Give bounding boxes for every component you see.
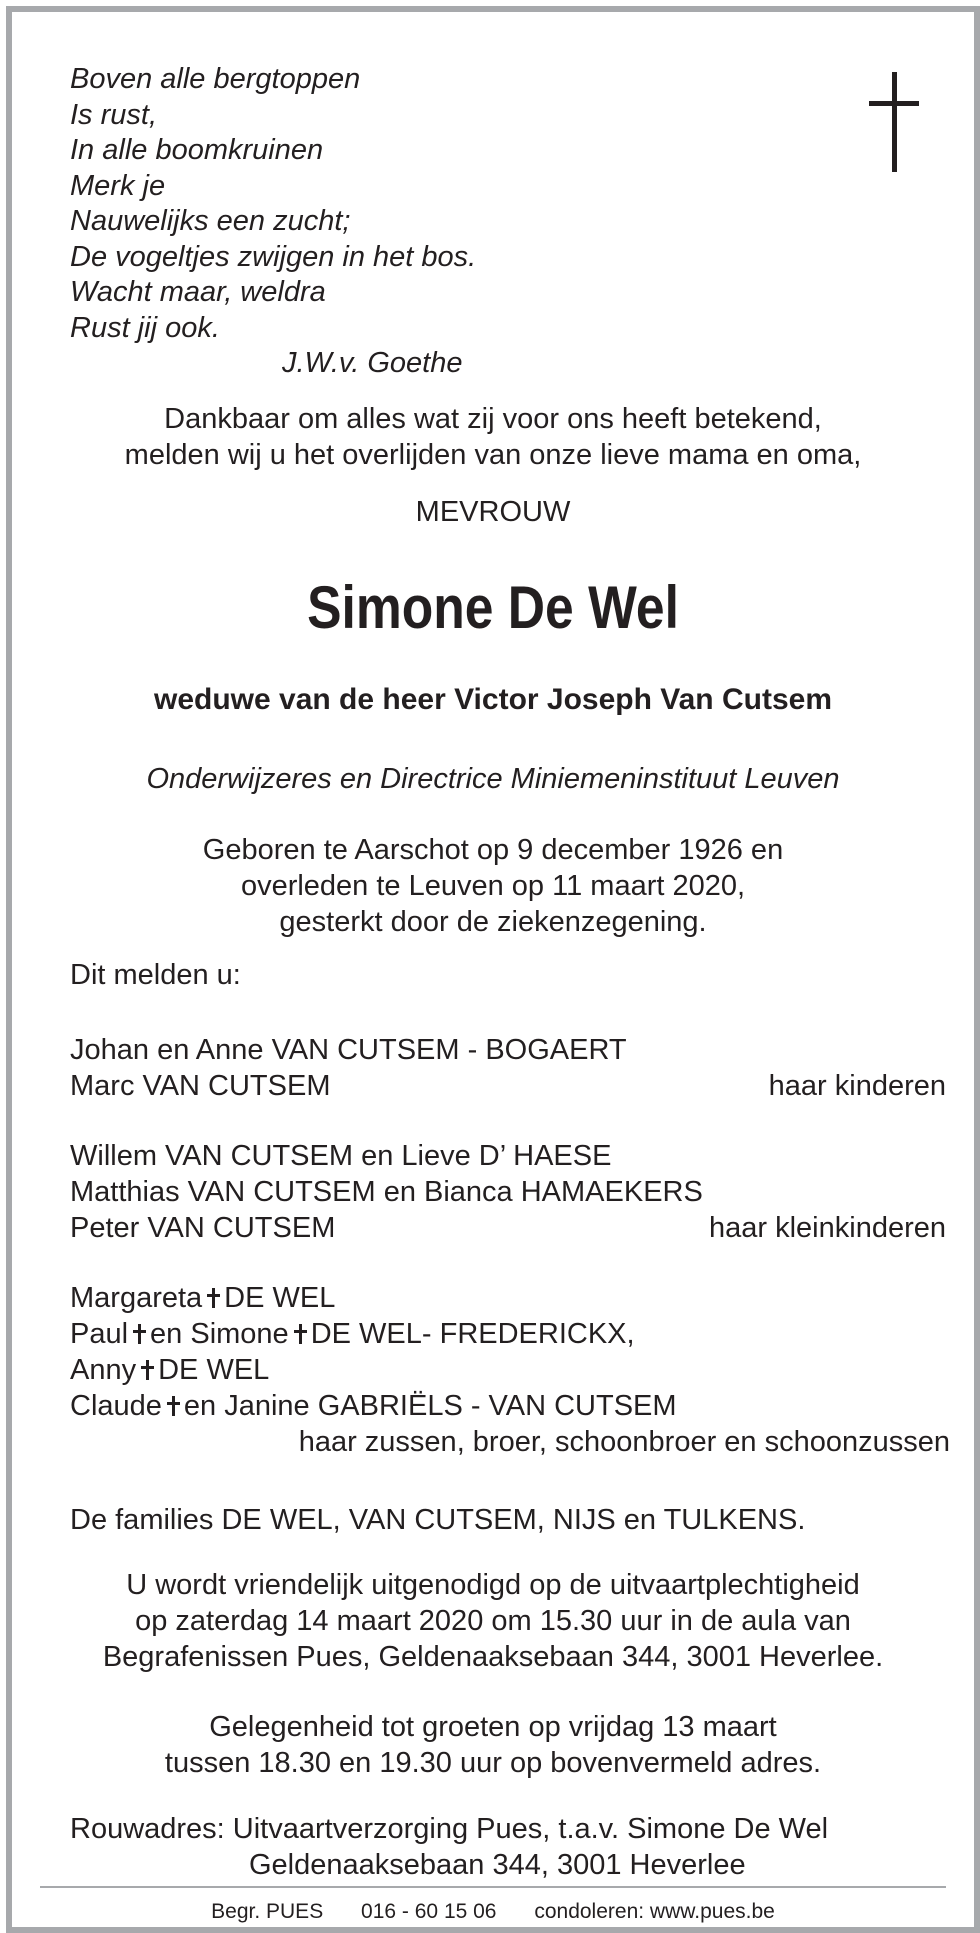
life-line: overleden te Leuven op 11 maart 2020, — [240, 870, 746, 902]
grandchildren-relation: haar kleinkinderen — [709, 1212, 946, 1244]
poem-line: De vogeltjes zwijgen in het bos. — [70, 240, 477, 273]
poem-line: Nauwelijks een zucht; — [70, 205, 351, 237]
families: De families DE WEL, VAN CUTSEM, NIJS en TULKENS. — [70, 1504, 806, 1536]
visitation-line: tussen 18.30 en 19.30 uur op bovenvermeld adres. — [164, 1747, 822, 1779]
footer-condolences: condoleren: www.pues.be — [534, 1900, 775, 1923]
ceremony-line: op zaterdag 14 maart 2020 om 15.30 uur in de aula van — [135, 1605, 851, 1637]
sibling-line — [70, 1388, 677, 1424]
cross-icon — [293, 1322, 307, 1344]
poem-line: Rust jij ook. — [70, 311, 220, 344]
visitation-line: Gelegenheid tot groeten op vrijdag 13 maart — [209, 1711, 777, 1743]
poem-author: J.W.v. Goethe — [282, 347, 463, 379]
life-line: gesterkt door de ziekenzegening. — [279, 906, 707, 938]
children-line: Johan en Anne VAN CUTSEM - BOGAERT — [70, 1034, 627, 1066]
siblings-relation: haar zussen, broer, schoonbroer en schoonzussen — [298, 1426, 950, 1458]
poem-line: Wacht maar, weldra — [70, 276, 326, 308]
ceremony-line: U wordt vriendelijk uitgenodigd op de uitvaartplechtigheid — [126, 1569, 860, 1601]
sibling-surname: DE WEL — [224, 1282, 336, 1314]
poem-line: Merk je — [70, 169, 166, 202]
sibling-name: Anny — [70, 1354, 137, 1386]
sibling-name: Margareta — [70, 1282, 203, 1314]
sibling-surname: DE WEL — [158, 1354, 270, 1386]
sibling-line — [70, 1280, 335, 1316]
address-line: Rouwadres: Uitvaartverzorging Pues, t.a.v. Simone De Wel — [70, 1813, 829, 1845]
cross-icon — [140, 1358, 154, 1380]
widow-of: weduwe van de heer Victor Joseph Van Cutsem — [153, 683, 832, 716]
children-relation: haar kinderen — [768, 1070, 946, 1102]
footer — [40, 1900, 946, 1924]
occupation: Onderwijzeres en Directrice Miniemeninstituut Leuven — [146, 763, 840, 795]
cross-icon — [166, 1394, 180, 1416]
poem-line: Is rust, — [70, 98, 158, 131]
sibling-line — [70, 1316, 635, 1352]
cross-icon — [869, 72, 919, 172]
grandchildren-line: Willem VAN CUTSEM en Lieve D’ HAESE — [70, 1140, 612, 1172]
intro-line: melden wij u het overlijden van onze lieve mama en oma, — [124, 439, 862, 471]
announce-label: Dit melden u: — [70, 959, 241, 991]
address-line: Geldenaaksebaan 344, 3001 Heverlee — [249, 1849, 746, 1881]
grandchildren-line: Matthias VAN CUTSEM en Bianca HAMAEKERS — [70, 1176, 703, 1208]
footer-phone: 016 - 60 15 06 — [361, 1900, 497, 1923]
sibling-name: en Simone — [150, 1318, 289, 1350]
ceremony-line: Begrafenissen Pues, Geldenaaksebaan 344, 3001 Heverlee. — [102, 1641, 884, 1673]
honorific: MEVROUW — [415, 496, 571, 528]
footer-divider — [40, 1886, 946, 1888]
sibling-surname: DE WEL- FREDERICKX, — [310, 1318, 635, 1350]
sibling-name: Paul — [70, 1318, 129, 1350]
poem-line: Boven alle bergtoppen — [70, 63, 361, 95]
footer-undertaker: Begr. PUES — [211, 1900, 324, 1923]
sibling-name: Claude — [70, 1390, 162, 1422]
deceased-name: Simone De Wel — [307, 574, 679, 641]
cross-icon — [206, 1286, 220, 1308]
sibling-line — [70, 1352, 269, 1388]
cross-icon — [132, 1322, 146, 1344]
poem-line: In alle boomkruinen — [70, 134, 324, 166]
children-line: Marc VAN CUTSEM — [70, 1070, 331, 1102]
obituary-page — [40, 32, 950, 1923]
life-line: Geboren te Aarschot op 9 december 1926 en — [202, 834, 784, 866]
sibling-name: en Janine GABRIËLS - VAN CUTSEM — [183, 1390, 677, 1422]
obituary-frame — [6, 6, 980, 1933]
intro-line: Dankbaar om alles wat zij voor ons heeft betekend, — [164, 403, 822, 435]
poem — [70, 62, 476, 382]
grandchildren-line: Peter VAN CUTSEM — [70, 1212, 336, 1244]
